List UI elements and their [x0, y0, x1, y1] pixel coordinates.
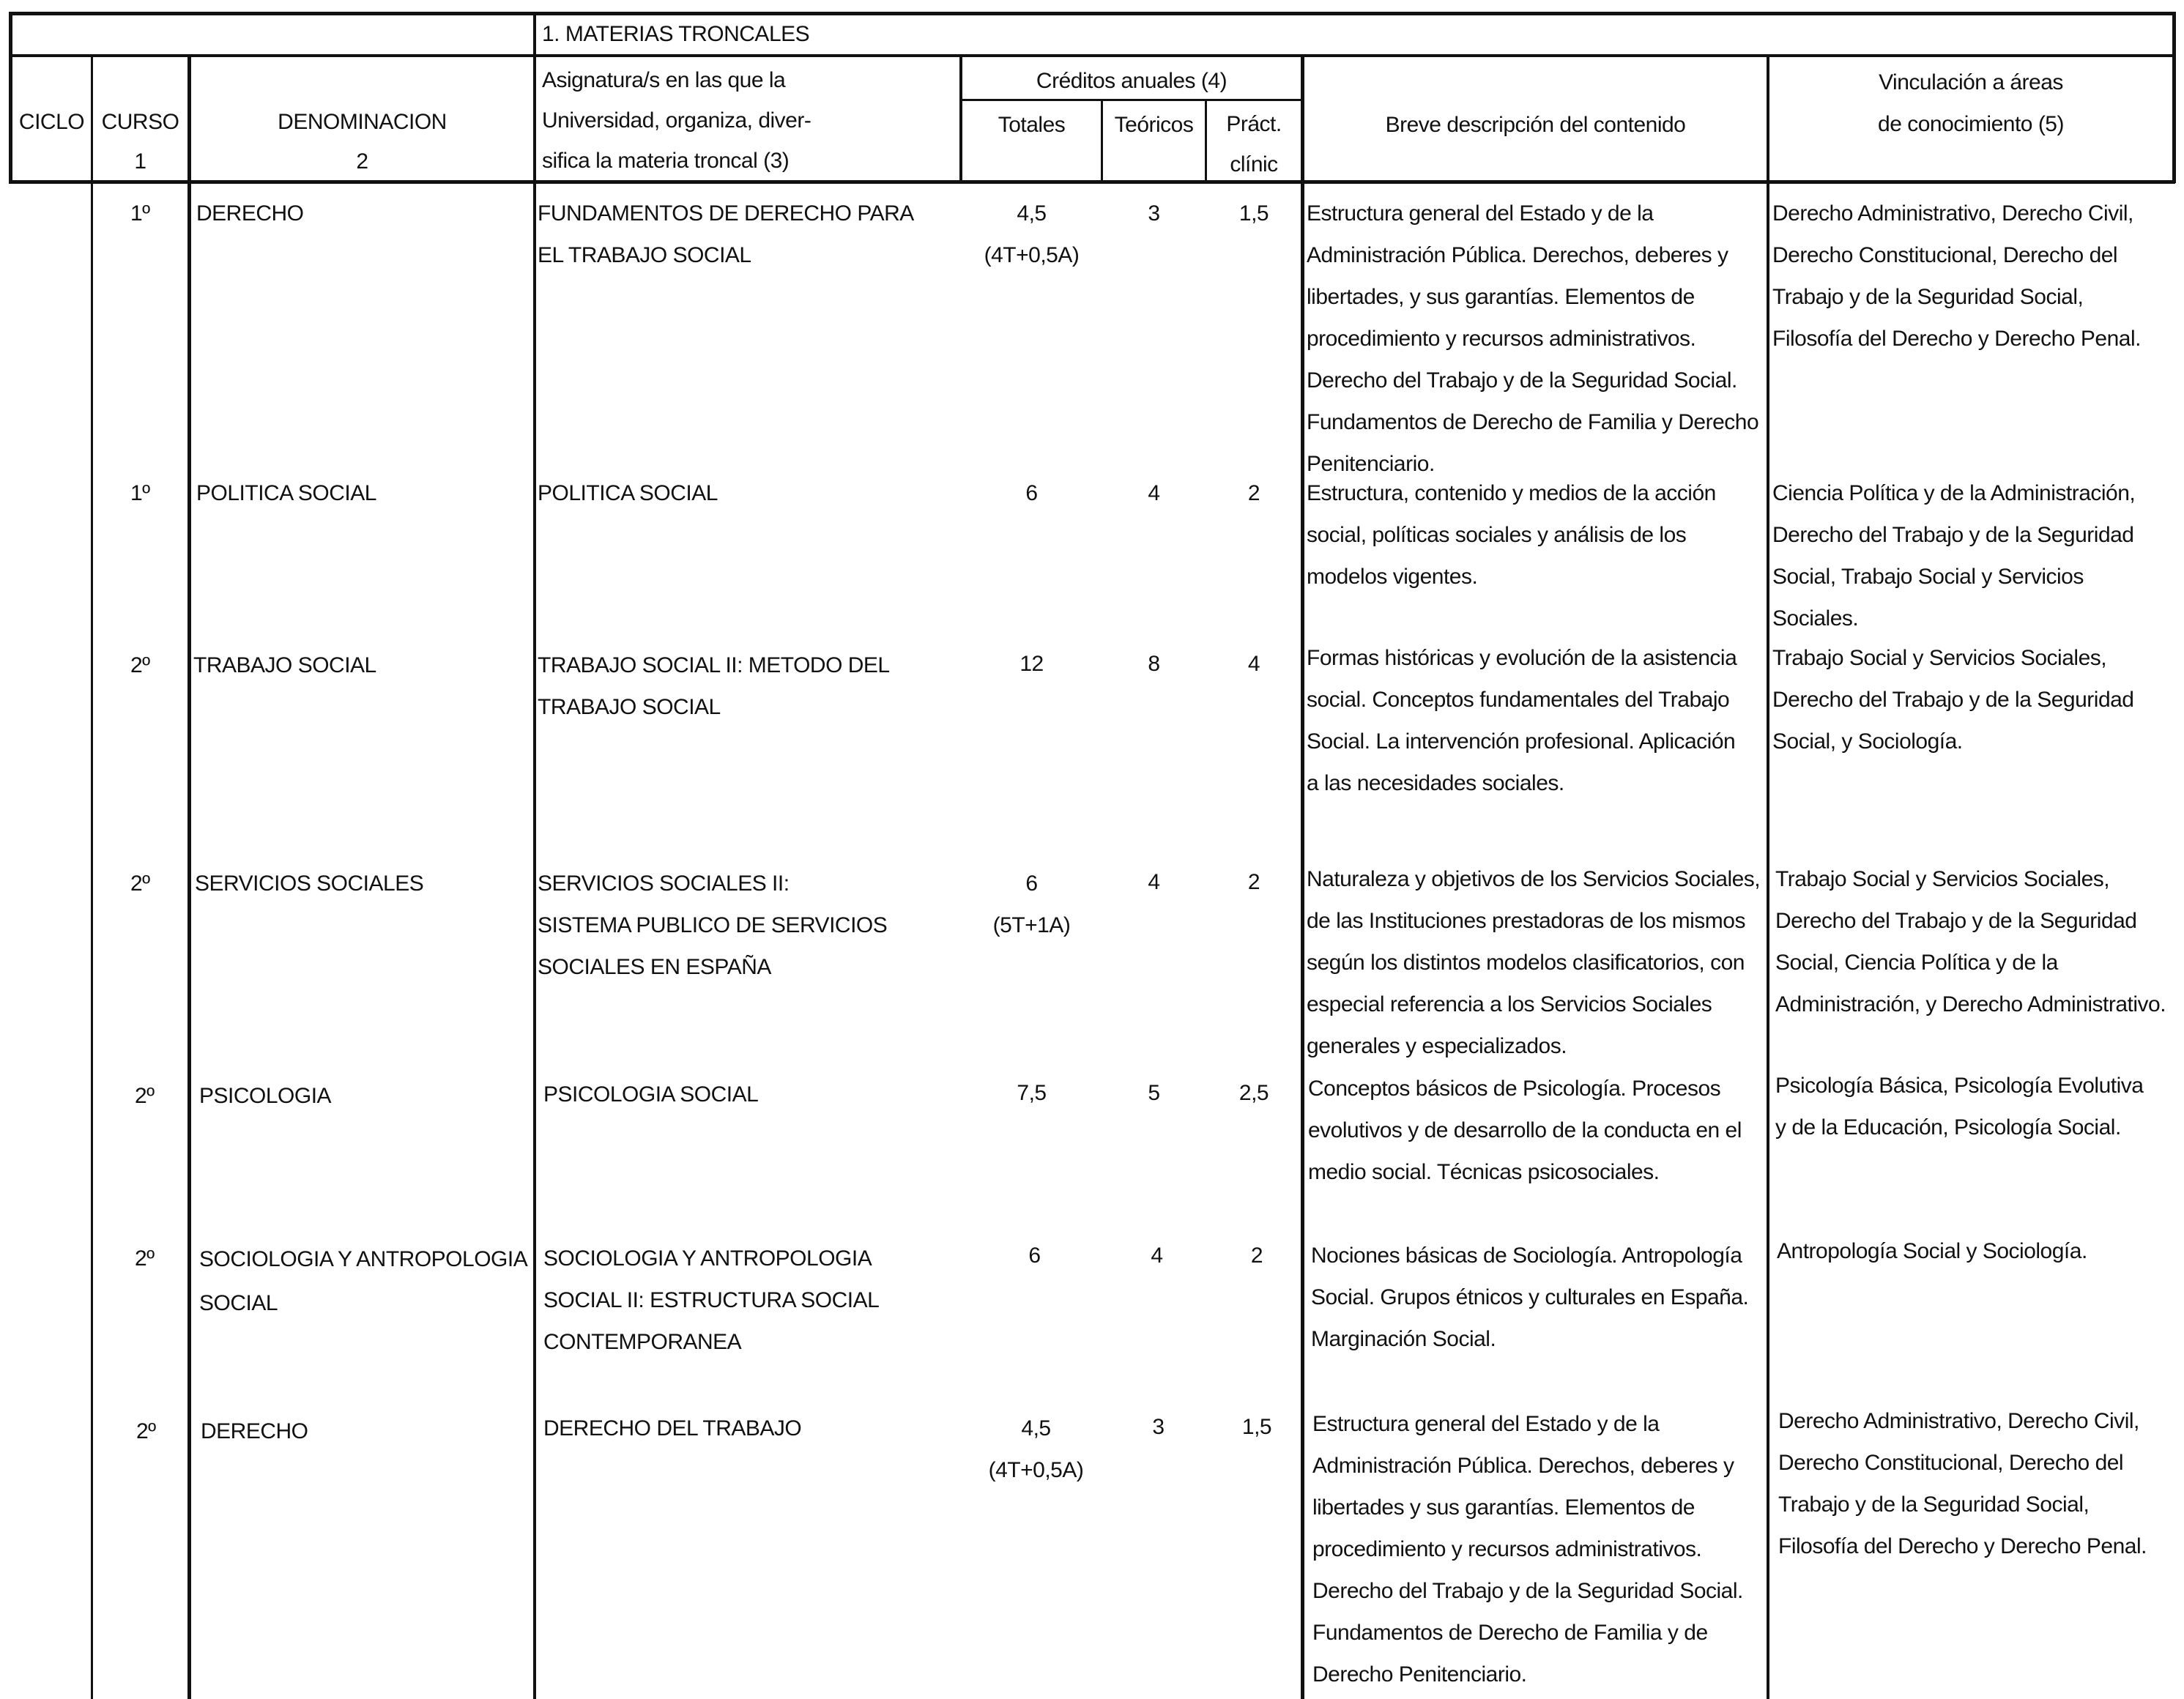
- row-curso: 2º: [135, 1246, 155, 1271]
- row-denominacion: DERECHO: [196, 201, 304, 226]
- header-vinculacion: Vinculación a áreas de conocimiento (5): [1878, 70, 2064, 136]
- row-totales: 6 (5T+1A): [992, 871, 1071, 937]
- header-denominacion-num: 2: [356, 149, 368, 174]
- row-descripcion: Formas históricas y evolución de la asistencia social. Conceptos fundamentales del Trabajo Social. La intervención profesional. Aplicación a las necesidades sociales.: [1307, 646, 1737, 795]
- row-curso: 2º: [136, 1419, 156, 1443]
- row-asignatura: POLITICA SOCIAL: [538, 481, 718, 505]
- row-vinculacion: Psicología Básica, Psicología Evolutiva y de la Educación, Psicología Social.: [1775, 1074, 2144, 1140]
- row-teoricos: 4: [1148, 870, 1160, 894]
- row-practicos: 4: [1247, 652, 1260, 676]
- col-divider-denominacion: [533, 12, 536, 1699]
- header-descripcion: Breve descripción del contenido: [1385, 113, 1686, 137]
- row-totales: 4,5 (4T+0,5A): [984, 201, 1080, 267]
- row-totales: 12: [1019, 652, 1044, 676]
- col-divider-ciclo: [91, 54, 93, 1699]
- header-practicos: Práct. clínic: [1226, 112, 1282, 176]
- row-denominacion: PSICOLOGIA: [199, 1084, 332, 1108]
- row-teoricos: 4: [1151, 1243, 1163, 1268]
- row-teoricos: 8: [1148, 652, 1160, 676]
- row-teoricos: 3: [1152, 1415, 1165, 1439]
- row-descripcion: Estructura, contenido y medios de la acción social, políticas sociales y análisis de los modelos vigentes.: [1307, 481, 1716, 589]
- row-practicos: 2: [1247, 870, 1260, 894]
- header-curso-num: 1: [134, 149, 146, 174]
- row-asignatura: SERVICIOS SOCIALES II: SISTEMA PUBLICO DE SERVICIOS SOCIALES EN ESPAÑA: [538, 871, 888, 979]
- row-practicos: 2: [1247, 481, 1260, 505]
- header-totales: Totales: [998, 113, 1066, 137]
- row-asignatura: DERECHO DEL TRABAJO: [543, 1416, 802, 1440]
- row-descripcion: Conceptos básicos de Psicología. Procesos evolutivos y de desarrollo de la conducta en el medio social. Técnicas psicosociales.: [1308, 1077, 1742, 1184]
- row-vinculacion: Antropología Social y Sociología.: [1777, 1239, 2087, 1263]
- row-totales: 6: [1028, 1243, 1041, 1268]
- row-asignatura: FUNDAMENTOS DE DERECHO PARA EL TRABAJO SOCIAL: [538, 201, 914, 267]
- row-vinculacion: Derecho Administrativo, Derecho Civil, Derecho Constitucional, Derecho del Trabajo y de la Seguridad Social, Filosofía del Derecho y Derecho Penal.: [1778, 1409, 2147, 1558]
- row-totales: 6: [1025, 481, 1038, 505]
- header-curso: CURSO: [101, 110, 179, 134]
- row-practicos: 2,5: [1238, 1081, 1269, 1105]
- row-practicos: 2: [1250, 1243, 1263, 1268]
- row-teoricos: 5: [1148, 1081, 1160, 1105]
- row-descripcion: Naturaleza y objetivos de los Servicios Sociales, de las Instituciones prestadoras de los mismos según los distintos modelos clasificatorios, con especial referencia a los Servicios Sociales generales y especializados.: [1307, 867, 1761, 1058]
- row-teoricos: 3: [1148, 201, 1160, 226]
- row-denominacion: DERECHO: [201, 1419, 308, 1443]
- row-teoricos: 4: [1148, 481, 1160, 505]
- table-right-border: [2172, 12, 2176, 183]
- table-left-border: [9, 12, 12, 183]
- row-descripcion: Nociones básicas de Sociología. Antropología Social. Grupos étnicos y culturales en España. Marginación Social.: [1311, 1243, 1749, 1351]
- row-vinculacion: Trabajo Social y Servicios Sociales, Derecho del Trabajo y de la Seguridad Social, y Sociología.: [1772, 646, 2134, 754]
- header-denominacion: DENOMINACION: [278, 110, 447, 134]
- col-divider-creditos: [1301, 54, 1304, 1699]
- row-vinculacion: Derecho Administrativo, Derecho Civil, Derecho Constitucional, Derecho del Trabajo y de la Seguridad Social, Filosofía del Derecho y Derecho Penal.: [1772, 201, 2141, 351]
- row-asignatura: TRABAJO SOCIAL II: METODO DEL TRABAJO SOCIAL: [538, 653, 890, 719]
- row-practicos: 1,5: [1238, 201, 1269, 226]
- header-creditos: Créditos anuales (4): [1036, 69, 1227, 93]
- row-descripcion: Estructura general del Estado y de la Administración Pública. Derechos, deberes y libertades, y sus garantías. Elementos de procedimiento y recursos administrativos. Derecho del Trabajo y de la Seguridad Social. Fundamentos de Derecho de Familia y Derecho Penitenciario.: [1307, 201, 1759, 476]
- row-vinculacion: Trabajo Social y Servicios Sociales, Derecho del Trabajo y de la Seguridad Social, Ciencia Política y de la Administración, y Derecho Administrativo.: [1775, 867, 2166, 1016]
- header-asignatura: Asignatura/s en las que la Universidad, organiza, diver- sifica la materia troncal (3): [542, 68, 811, 173]
- row-denominacion: TRABAJO SOCIAL: [193, 653, 376, 677]
- col-divider-descripcion: [1767, 54, 1769, 1699]
- row-totales: 4,5 (4T+0,5A): [988, 1416, 1084, 1482]
- row-curso: 2º: [135, 1084, 155, 1108]
- row-curso: 2º: [130, 653, 150, 677]
- row-curso: 1º: [130, 201, 150, 226]
- table-title-text: 1. MATERIAS TRONCALES: [542, 22, 810, 46]
- row-practicos: 1,5: [1241, 1415, 1272, 1439]
- table-top-border: [9, 12, 2175, 15]
- row-denominacion: POLITICA SOCIAL: [196, 481, 376, 505]
- header-teoricos: Teóricos: [1114, 113, 1194, 137]
- col-divider-curso: [187, 54, 191, 1699]
- row-descripcion: Estructura general del Estado y de la Administración Pública. Derechos, deberes y libertades y sus garantías. Elementos de procedimiento y recursos administrativos. Derecho del Trabajo y de la Seguridad Social. Fundamentos de Derecho de Familia y de Derecho Penitenciario.: [1312, 1412, 1743, 1687]
- row-denominacion: SERVICIOS SOCIALES: [195, 871, 424, 896]
- row-asignatura: PSICOLOGIA SOCIAL: [543, 1082, 759, 1107]
- row-curso: 2º: [130, 871, 150, 896]
- row-totales: 7,5: [1017, 1081, 1047, 1105]
- header-ciclo: CICLO: [18, 110, 85, 134]
- row-denominacion: SOCIOLOGIA Y ANTROPOLOGIA SOCIAL: [199, 1247, 528, 1315]
- row-asignatura: SOCIOLOGIA Y ANTROPOLOGIA SOCIAL II: ESTRUCTURA SOCIAL CONTEMPORANEA: [543, 1246, 880, 1354]
- title-row-border: [9, 54, 2175, 57]
- row-vinculacion: Ciencia Política y de la Administración, Derecho del Trabajo y de la Seguridad Social, Trabajo Social y Servicios Sociales.: [1772, 481, 2136, 631]
- row-curso: 1º: [130, 481, 150, 505]
